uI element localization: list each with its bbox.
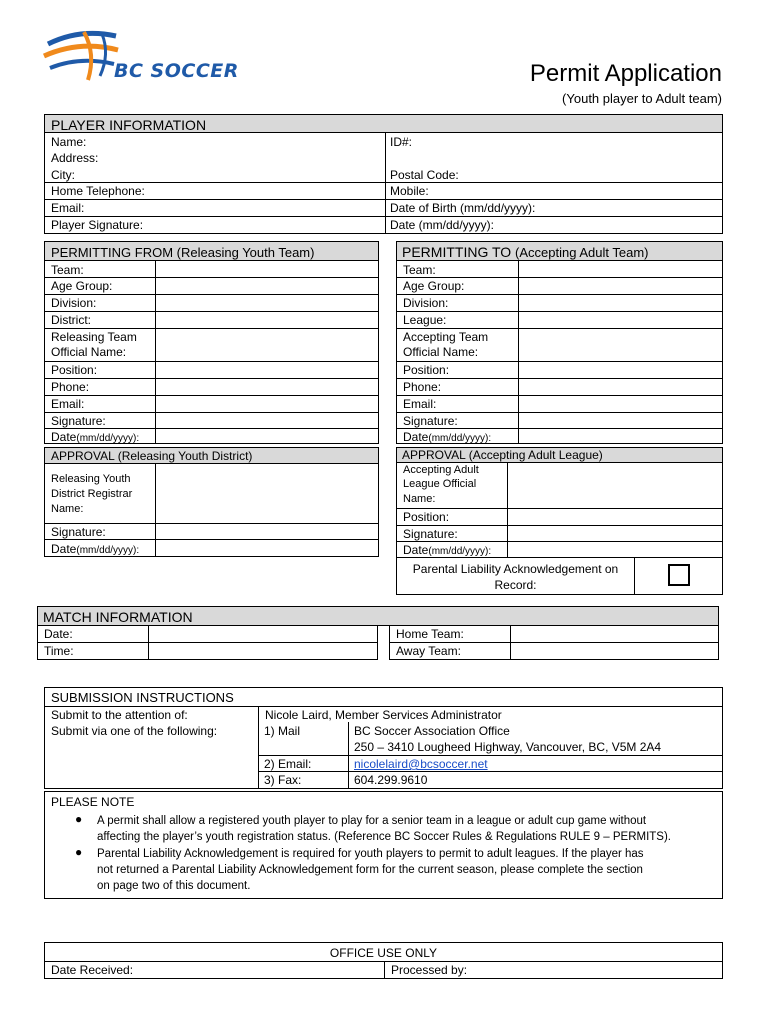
to-division-label: Division: bbox=[403, 296, 449, 310]
note-bullet-2-line-2: not returned a Parental Liability Acknowledgement form for the current season, please complete the section bbox=[97, 864, 643, 876]
from-district-label: District: bbox=[51, 313, 91, 327]
approval-releasing-date-label bbox=[51, 543, 139, 556]
player-name-label: Name: bbox=[51, 135, 87, 149]
player-signature-label: Player Signature: bbox=[51, 218, 144, 232]
permitting-to-subtitle: (Accepting Adult Team) bbox=[515, 245, 649, 260]
from-position-label: Position: bbox=[51, 363, 98, 377]
from-email-label: Email: bbox=[51, 397, 85, 411]
email-label: 2) Email: bbox=[264, 757, 312, 771]
parental-ack-checkbox[interactable] bbox=[668, 564, 690, 586]
player-postal-label: Postal Code: bbox=[390, 168, 459, 182]
to-age-group-label: Age Group: bbox=[403, 279, 465, 293]
match-right-table bbox=[389, 625, 719, 660]
registrar-label-1: Releasing Youth bbox=[51, 473, 131, 485]
to-position-label: Position: bbox=[403, 363, 450, 377]
bullet-icon: ● bbox=[75, 845, 83, 859]
please-note-section bbox=[44, 791, 723, 899]
from-official-label-2: Official Name: bbox=[51, 345, 127, 359]
from-date-label bbox=[51, 431, 139, 444]
approval-accepting-date-label bbox=[403, 544, 491, 557]
approval-releasing-section bbox=[44, 447, 379, 557]
mail-line-2: 250 – 3410 Lougheed Highway, Vancouver, BC, V5M 2A4 bbox=[354, 740, 662, 754]
from-official-label-1: Releasing Team bbox=[51, 330, 137, 344]
to-league-label: League: bbox=[403, 313, 447, 327]
permitting-from-subtitle: (Releasing Youth Team) bbox=[176, 245, 315, 260]
note-bullet-1-line-2: affecting the player’s youth registration status. (Reference BC Soccer Rules & Regulations RULE 9 – PERMITS). bbox=[97, 831, 671, 843]
match-away-label: Away Team: bbox=[396, 644, 461, 658]
date-received-label: Date Received: bbox=[51, 963, 134, 977]
note-header: PLEASE NOTE bbox=[51, 795, 135, 809]
match-date-label: Date: bbox=[44, 627, 73, 641]
approval-releasing-header bbox=[45, 448, 378, 464]
note-bullet-2-line-3: on page two of this document. bbox=[97, 880, 251, 892]
approval-releasing-title: APPROVAL (Releasing Youth District) bbox=[51, 449, 253, 463]
registrar-label-3: Name: bbox=[51, 503, 84, 515]
player-header-label: PLAYER INFORMATION bbox=[51, 117, 207, 133]
approval-releasing-date-word: Date bbox=[51, 542, 77, 556]
to-signature-label: Signature: bbox=[403, 414, 458, 428]
player-id-label: ID#: bbox=[390, 135, 413, 149]
to-date-format: (mm/dd/yyyy): bbox=[428, 433, 492, 444]
league-official-label-2: League Official bbox=[403, 478, 477, 490]
to-phone-label: Phone: bbox=[403, 380, 442, 394]
email-link[interactable]: nicolelaird@bcsoccer.net bbox=[354, 757, 488, 771]
player-date-label: Date (mm/dd/yyyy): bbox=[390, 218, 495, 232]
player-mobile-label: Mobile: bbox=[390, 184, 429, 198]
match-header-label: MATCH INFORMATION bbox=[43, 609, 193, 625]
approval-accepting-position-label: Position: bbox=[403, 510, 450, 524]
parental-ack-line-1: Parental Liability Acknowledgement on bbox=[412, 562, 619, 576]
to-date-label bbox=[403, 431, 491, 444]
submission-section bbox=[44, 687, 723, 789]
from-date-format: (mm/dd/yyyy): bbox=[76, 433, 140, 444]
fax-label: 3) Fax: bbox=[264, 773, 302, 787]
match-home-label: Home Team: bbox=[396, 627, 464, 641]
via-label: Submit via one of the following: bbox=[51, 724, 218, 738]
note-bullet-2-line-1: Parental Liability Acknowledgement is required for youth players to permit to adult leagues. If the player has bbox=[97, 848, 644, 860]
player-dob-label: Date of Birth (mm/dd/yyyy): bbox=[390, 201, 536, 215]
player-header bbox=[45, 115, 722, 133]
page-subtitle: (Youth player to Adult team) bbox=[562, 91, 722, 106]
from-date-word: Date bbox=[51, 430, 77, 444]
note-bullet-2 bbox=[97, 846, 644, 894]
permitting-to-title: PERMITTING TO bbox=[402, 244, 512, 260]
permitting-to-header bbox=[397, 242, 722, 261]
approval-accepting-date-word: Date bbox=[403, 543, 429, 557]
mail-label: 1) Mail bbox=[264, 724, 301, 738]
to-email-label: Email: bbox=[403, 397, 437, 411]
match-time-label: Time: bbox=[44, 644, 74, 658]
bullet-icon: ● bbox=[75, 812, 83, 826]
league-official-label-3: Name: bbox=[403, 493, 436, 505]
match-header bbox=[37, 606, 719, 626]
to-team-label: Team: bbox=[403, 263, 436, 277]
attention-value: Nicole Laird, Member Services Administrator bbox=[265, 708, 502, 722]
to-official-label-2: Official Name: bbox=[403, 345, 479, 359]
from-team-label: Team: bbox=[51, 263, 84, 277]
office-use-section bbox=[44, 942, 723, 979]
parental-ack-label bbox=[397, 561, 634, 593]
approval-accepting-section bbox=[396, 447, 723, 595]
from-age-group-label: Age Group: bbox=[51, 279, 113, 293]
player-city-label: City: bbox=[51, 168, 75, 182]
approval-accepting-date-format: (mm/dd/yyyy): bbox=[428, 546, 492, 557]
from-phone-label: Phone: bbox=[51, 380, 90, 394]
permitting-from-title: PERMITTING FROM bbox=[51, 245, 174, 260]
approval-accepting-signature-label: Signature: bbox=[403, 527, 458, 541]
match-left-table bbox=[37, 625, 378, 660]
soccer-ball-icon bbox=[40, 26, 120, 86]
approval-releasing-date-format: (mm/dd/yyyy): bbox=[76, 545, 140, 556]
parental-ack-line-2: Record: bbox=[494, 578, 537, 592]
bc-soccer-logo bbox=[40, 26, 250, 86]
logo-text: BC SOCCER bbox=[114, 60, 239, 82]
registrar-label-2: District Registrar bbox=[51, 488, 133, 500]
mail-line-1: BC Soccer Association Office bbox=[354, 724, 510, 738]
player-home-phone-label: Home Telephone: bbox=[51, 184, 145, 198]
permitting-from-header bbox=[45, 242, 378, 261]
to-official-label-1: Accepting Team bbox=[403, 330, 489, 344]
from-signature-label: Signature: bbox=[51, 414, 106, 428]
approval-accepting-header bbox=[397, 448, 722, 463]
note-bullet-1-line-1: A permit shall allow a registered youth player to play for a senior team in a league or adult cup game without bbox=[97, 815, 647, 827]
fax-value: 604.299.9610 bbox=[354, 773, 428, 787]
league-official-label-1: Accepting Adult bbox=[403, 464, 479, 476]
note-bullet-1 bbox=[97, 813, 671, 845]
permitting-from-section bbox=[44, 241, 379, 444]
match-information-section bbox=[37, 606, 719, 660]
to-date-word: Date bbox=[403, 430, 429, 444]
approval-releasing-signature-label: Signature: bbox=[51, 525, 106, 539]
submission-header: SUBMISSION INSTRUCTIONS bbox=[51, 690, 234, 705]
page-title: Permit Application bbox=[529, 60, 722, 87]
attention-label: Submit to the attention of: bbox=[51, 708, 188, 722]
from-division-label: Division: bbox=[51, 296, 97, 310]
permitting-to-section bbox=[396, 241, 723, 444]
player-address-label: Address: bbox=[51, 151, 99, 165]
processed-by-label: Processed by: bbox=[391, 963, 468, 977]
approval-accepting-title: APPROVAL (Accepting Adult League) bbox=[402, 448, 603, 462]
player-email-label: Email: bbox=[51, 201, 85, 215]
office-header: OFFICE USE ONLY bbox=[329, 946, 438, 960]
player-information-section bbox=[44, 114, 723, 234]
